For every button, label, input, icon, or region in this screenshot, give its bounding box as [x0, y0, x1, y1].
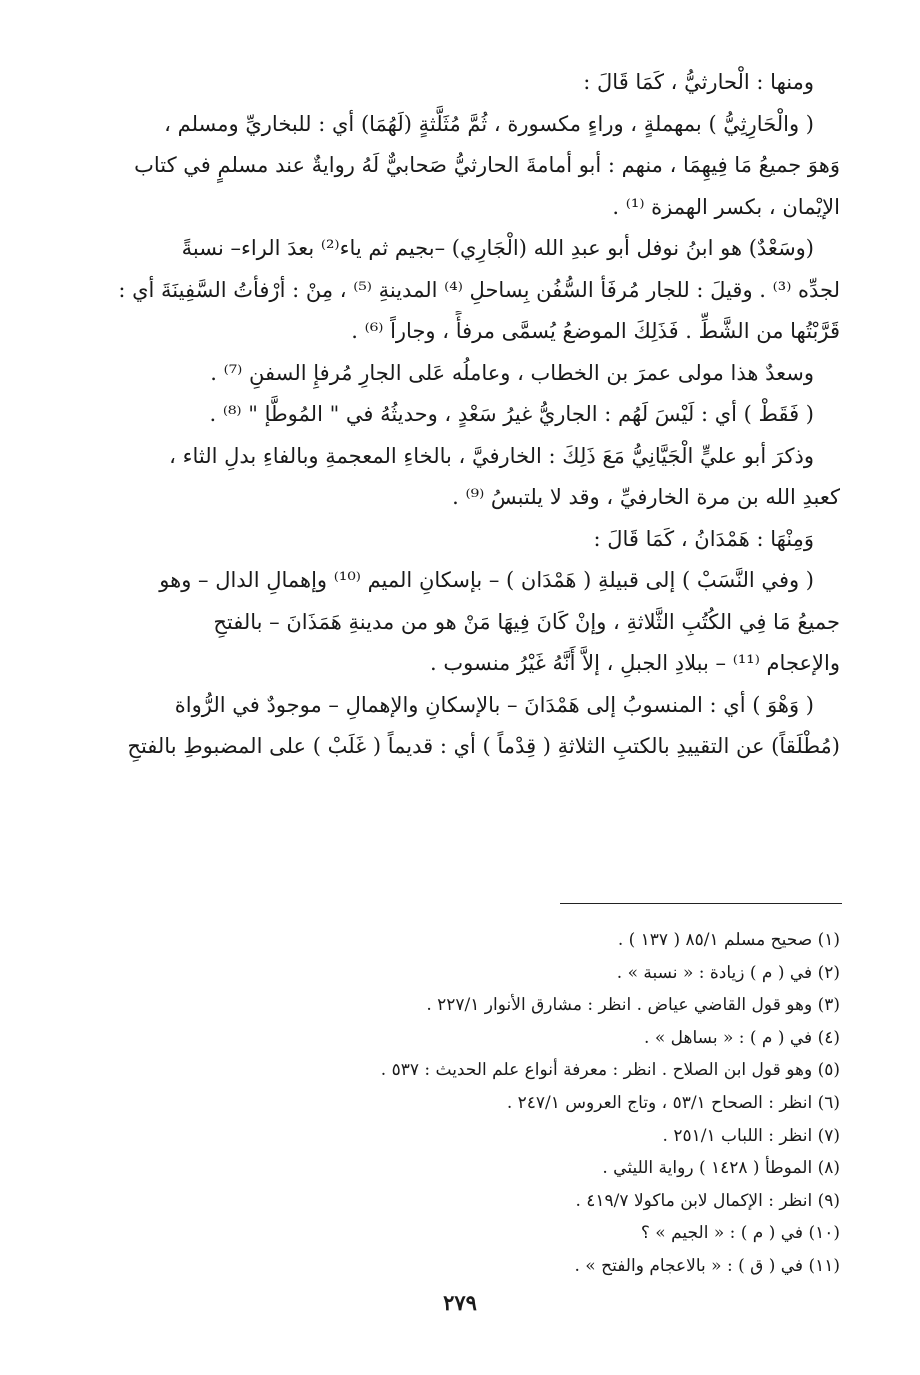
footnote: (٨) الموطأ ( ١٤٢٨ ) رواية الليثي . — [602, 1158, 840, 1179]
text-line: وسعدٌ هذا مولى عمرَ بن الخطاب ، وعاملُه عَلى الجارِ مُرفإِ السفنِ ⁽⁷⁾ . — [210, 360, 814, 385]
text-line: وَمِنْهَا : هَمْدَانُ ، كَمَا قَالَ : — [593, 526, 814, 551]
text-line: وذكرَ أبو عليٍّ الْجَيَّانِيُّ مَعَ ذَلِكَ : الخارفيَّ ، بالخاءِ المعجمةِ وبالفاءِ بدلِ الثاء ، — [169, 443, 814, 468]
footnote: (٧) انظر : اللباب ٢٥١/١ . — [662, 1125, 840, 1146]
footnote: (١١) في ( ق ) : « بالاعجام والفتح » . — [574, 1255, 840, 1276]
text-line: ( وفي النَّسَبْ ) إلى قبيلةِ ( هَمْدَان ) – بإسكانِ الميم ⁽¹⁰⁾ وإهمالِ الدال – وهو — [159, 568, 814, 592]
text-line: ( والْحَارِثِيُّ ) بمهملةٍ ، وراءٍ مكسورة ، ثُمَّ مُثَلَّثةٍ (لَهُمَا) أي : للبخاريِّ ومسلم ، — [164, 111, 814, 136]
footnote: (١) صحيح مسلم ٨٥/١ ( ١٣٧ ) . — [617, 930, 840, 950]
footnote: (٩) انظر : الإكمال لابن ماكولا ٤١٩/٧ . — [575, 1190, 840, 1211]
text-line: ( وَهْوَ ) أي : المنسوبُ إلى هَمْدَانَ – بالإسكانِ والإهمالِ – موجودٌ في الرُّواة — [174, 692, 814, 717]
footnote: (١٠) في ( م ) : « الجيم » ؟ — [640, 1223, 840, 1244]
text-line: (وسَعْدٌ) هو ابنُ نوفل أبو عبدِ الله (الْجَارِي) –بجيم ثم ياء⁽²⁾ بعدَ الراء– نسبةً — [181, 236, 814, 260]
text-line: جميعُ مَا فِي الكُتُبِ الثَّلاثةِ ، وإنْ كَانَ فِيهَا مَنْ هو من مدينةِ هَمَذَانَ – بالفتحِ — [213, 609, 840, 634]
footnote: (٢) في ( م ) زيادة : « نسبة » . — [616, 962, 840, 983]
footnote: (٣) وهو قول القاضي عياض . انظر : مشارق الأنوار ٢٢٧/١ . — [426, 995, 840, 1016]
text-line: والإعجام ⁽¹¹⁾ – ببلادِ الجبلِ ، إلاَّ أَنَّهُ غَيْرُ منسوب . — [430, 651, 840, 675]
footnote: (٤) في ( م ) : « بساهل » . — [644, 1027, 840, 1048]
main-text — [70, 62, 840, 768]
footnotes — [200, 924, 840, 1283]
text-line: كعبدِ الله بن مرة الخارفيِّ ، وقد لا يلتبسُ ⁽⁹⁾ . — [452, 485, 840, 509]
page-number: ٢٧٩ — [443, 1290, 477, 1315]
footnote: (٦) انظر : الصحاح ٥٣/١ ، وتاج العروس ٢٤٧/١ . — [506, 1092, 840, 1113]
text-line: قَرَّبْتُها من الشَّطِّ . فَذَلِكَ الموضعُ يُسمَّى مرفأً ، وجاراً ⁽⁶⁾ . — [351, 319, 840, 343]
text-line: (مُطْلَقاً) عن التقييدِ بالكتبِ الثلاثةِ ( قِدْماً ) أي : قديماً ( غَلَبْ ) على المضبوطِ بالفتحِ — [127, 734, 840, 758]
text-line: الإيْمان ، بكسر الهمزة ⁽¹⁾ . — [612, 194, 840, 219]
footnote: (٥) وهو قول ابن الصلاح . انظر : معرفة أنواع علم الحديث : ٥٣٧ . — [380, 1060, 840, 1081]
text-line: لجدِّه ⁽³⁾ . وقيلَ : للجار مُرفَأ السُّفُن بِساحلِ ⁽⁴⁾ المدينةِ ⁽⁵⁾ ، مِنْ : أرْفأتُ السَّفِينَةَ أي : — [118, 277, 840, 302]
text-line: وَهوَ جميعُ مَا فِيهِمَا ، منهم : أبو أمامةَ الحارثيُّ صَحابيٌّ لَهُ روايةٌ عند مسلمٍ في كتاب — [134, 153, 840, 177]
text-line: ( فَقَطْ ) أي : لَيْسَ لَهُم : الجاريُّ غيرُ سَعْدٍ ، وحديثُهُ في " المُوطَّإ " ⁽⁸⁾ . — [209, 402, 814, 426]
text-line: ومنها : الْحارثيُّ ، كَمَا قَالَ : — [583, 70, 814, 94]
footnote-separator — [560, 903, 842, 904]
